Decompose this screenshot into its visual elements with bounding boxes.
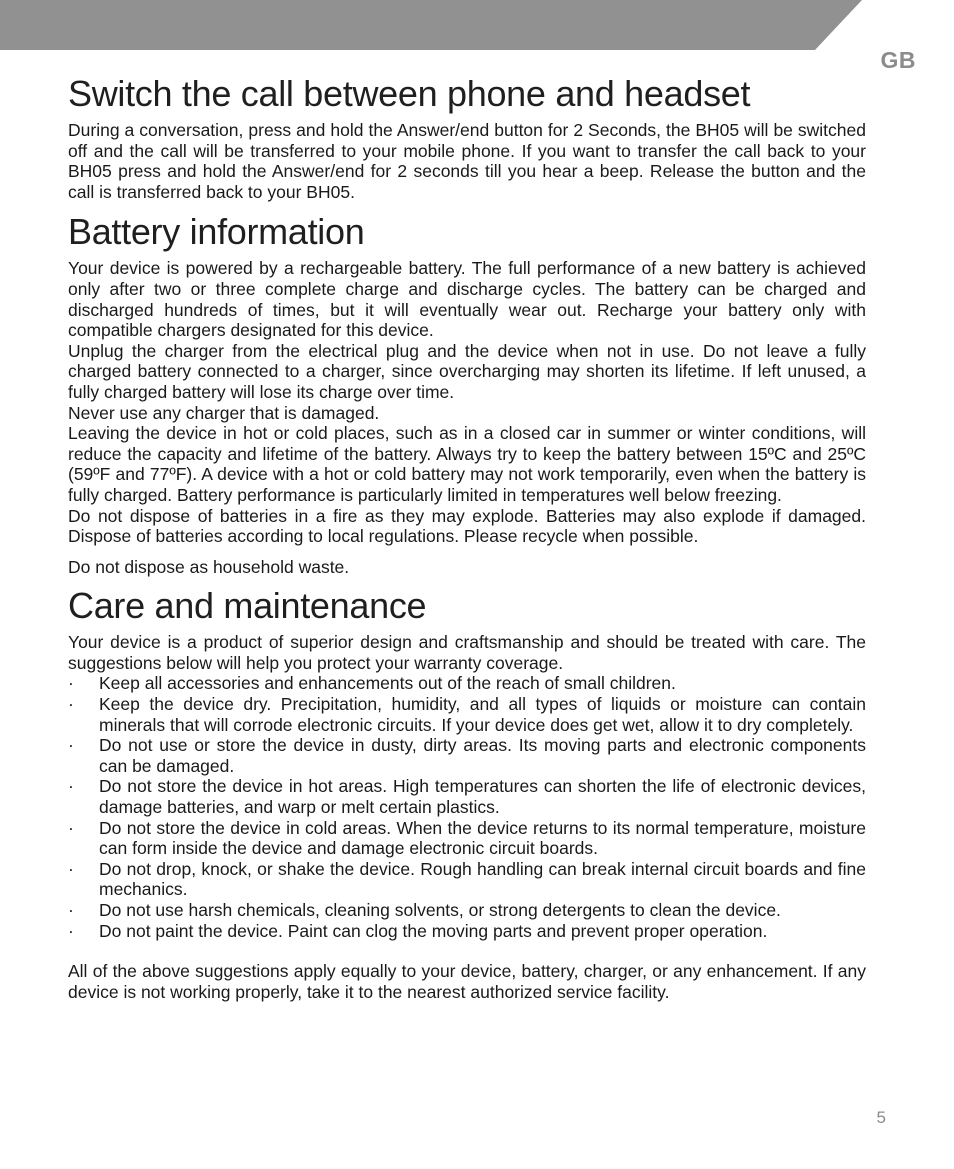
list-item-text: Do not drop, knock, or shake the device. Rough handling can break internal circuit boards and fine mechanics. [99,858,866,900]
paragraph: Do not dispose of batteries in a fire as they may explode. Batteries may also explode if damaged. Dispose of batteries according to local regulations. Please recycle when possible. [68,505,866,547]
bullet-marker: · [68,817,74,838]
paragraph: Unplug the charger from the electrical plug and the device when not in use. Do not leave a fully charged battery connected to a charger, since overcharging may shorten its lifetime. If left unused, a fully charged battery will lose its charge over time. [68,340,866,402]
bullet-marker: · [68,900,74,920]
list-item [68,776,866,817]
section-title-switch-call: Switch the call between phone and headset [68,73,751,114]
bullet-marker: · [68,673,74,694]
header-band [0,0,954,50]
paragraph: Your device is powered by a rechargeable battery. The full performance of a new battery is achieved only after two or three complete charge and discharge cycles. The battery can be charged and discharged hundreds of times, but it will eventually wear out. Recharge your battery only with compatible chargers designated for this device. [68,258,866,341]
care-list [68,673,866,941]
paragraph: During a conversation, press and hold the Answer/end button for 2 Seconds, the BH05 will be switched off and the call will be transferred to your mobile phone. If you want to transfer the call back to your BH05 press and hold the Answer/end for 2 seconds till you hear a beep. Release the button and the call is transferred back to your BH05. [68,120,866,202]
paragraph: Never use any charger that is damaged. [68,402,380,423]
page-number: 5 [876,1108,886,1127]
paragraph: Your device is a product of superior design and craftsmanship and should be treated with care. The suggestions below will help you protect your warranty coverage. [68,632,866,673]
section-title-battery: Battery information [68,211,365,253]
bullet-marker: · [68,735,74,756]
bullet-marker: · [68,694,74,715]
list-item-text: Do not store the device in cold areas. When the device returns to its normal temperature, moisture can form inside the device and damage electronic circuit boards. [99,817,866,859]
bullet-marker: · [68,920,74,941]
list-item-text: Keep all accessories and enhancements out of the reach of small children. [99,673,676,694]
list-item [68,818,866,859]
list-item-text: Do not use harsh chemicals, cleaning solvents, or strong detergents to clean the device. [99,900,781,920]
list-item [68,735,866,776]
list-item [68,694,866,735]
paragraph: Leaving the device in hot or cold places, such as in a closed car in summer or winter conditions, will reduce the capacity and lifetime of the battery. Always try to keep the battery between 15ºC and 25ºC (59ºF and 77ºF). A device with a hot or cold battery may not work temporarily, even when the battery is fully charged. Battery performance is particularly limited in temperatures well below freezing. [68,423,866,505]
bullet-marker: · [68,858,74,879]
closing-paragraph: All of the above suggestions apply equally to your device, battery, charger, or any enhancement. If any device is not working properly, take it to the nearest authorized service facility. [68,961,866,1002]
list-item-text: Do not store the device in hot areas. High temperatures can shorten the life of electronic devices, damage batteries, and warp or melt certain plastics. [99,776,866,818]
list-item [68,859,866,900]
language-code: GB [880,47,916,73]
bullet-marker: · [68,776,74,797]
list-item [68,921,866,942]
paragraph: Do not dispose as household waste. [68,556,350,577]
list-item [68,673,866,694]
list-item-text: Keep the device dry. Precipitation, humidity, and all types of liquids or moisture can contain minerals that will corrode electronic circuits. If your device does get wet, allow it to dry completely. [99,694,866,735]
spacer [68,941,866,961]
list-item-text: Do not paint the device. Paint can clog the moving parts and prevent proper operation. [99,920,768,941]
list-item-text: Do not use or store the device in dusty, dirty areas. Its moving parts and electronic components can be damaged. [99,735,866,776]
page-content [68,72,866,1002]
section-title-care: Care and maintenance [68,585,427,627]
list-item [68,900,866,921]
